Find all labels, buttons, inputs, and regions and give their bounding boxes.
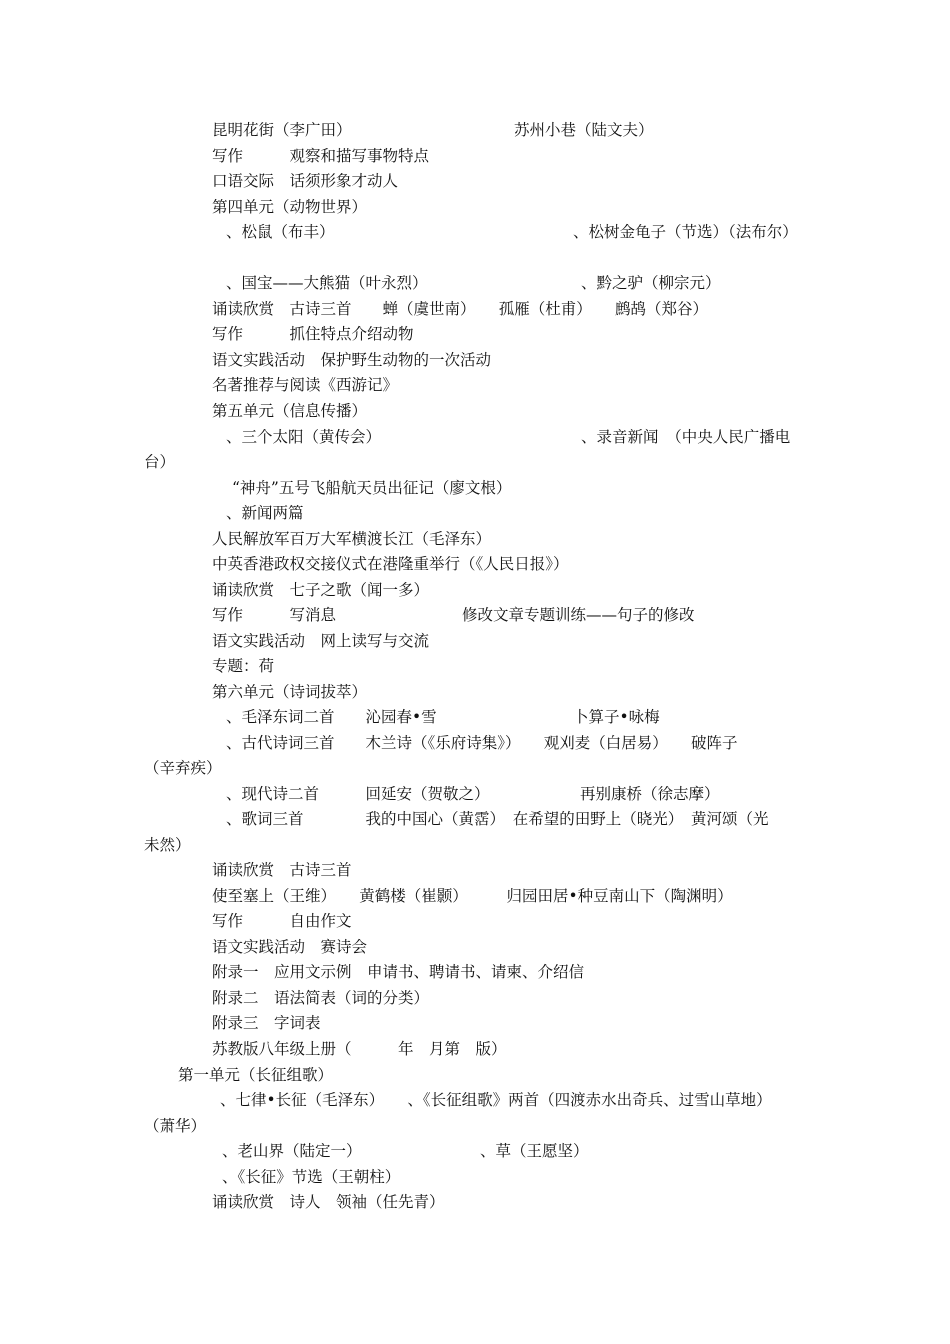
book-heading: 苏教版八年级上册（ 年 月第 版） [212,1040,507,1058]
text-line: 诵读欣赏 古诗三首 蝉（虞世南） 孤雁（杜甫） 鹧鸪（郑谷） [212,300,709,318]
text-line: 、《长征》节选（王朝柱） [222,1168,401,1186]
text-line: （辛弃疾） [144,759,222,777]
text-line: 、七律•长征（毛泽东） 、《长征组歌》两首（四渡赤水出奇兵、过雪山草地） [220,1091,772,1109]
text-line: 中英香港政权交接仪式在港隆重举行（《人民日报》） [212,555,569,573]
text-line: 口语交际 话须形象才动人 [212,172,399,190]
text-column-2: 再别康桥（徐志摩） [580,785,720,803]
text-line: 、松鼠（布丰） 、松树金龟子（节选）（法布尔） [226,223,798,241]
text-line: 诵读欣赏 七子之歌（闻一多） [212,581,430,599]
text-line: 、毛泽东词二首 沁园春•雪 卜算子•咏梅 [226,708,660,726]
text-line: “神舟”五号飞船航天员出征记（廖文根） [232,479,512,497]
text-line: （萧华） [144,1117,207,1135]
text-line: 附录三 字词表 [212,1014,321,1032]
text-line: 诵读欣赏 古诗三首 [212,861,352,879]
text-line: 语文实践活动 网上读写与交流 [212,632,430,650]
text-line: 、现代诗二首 回延安（贺敬之） 再别康桥（徐志摩） [226,785,720,803]
text-column-2: 、录音新闻 （中央人民广播电 [581,428,791,446]
text-line: 写作 观察和描写事物特点 [212,147,430,165]
text-line: 语文实践活动 赛诗会 [212,938,368,956]
text-line: 附录一 应用文示例 申请书、聘请书、请柬、介绍信 [212,963,585,981]
unit-heading: 第四单元（动物世界） [212,198,368,216]
unit-heading: 第一单元（长征组歌） [178,1066,334,1084]
text-line: 台） [144,453,176,471]
text-line: 使至塞上（王维） 黄鹤楼（崔颢） 归园田居•种豆南山下（陶渊明） [212,887,733,905]
text-line: 名著推荐与阅读《西游记》 [212,376,399,394]
text-column-2: 苏州小巷（陆文夫） [514,121,654,139]
text-line: 、老山界（陆定一） 、草（王愿坚） [222,1142,589,1160]
text-line: 、歌词三首 我的中国心（黄霑） 在希望的田野上（晓光） 黄河颂（光 [226,810,769,828]
text-line: 诵读欣赏 诗人 领袖（任先青） [212,1193,445,1211]
text-line: 写作 抓住特点介绍动物 [212,325,414,343]
text-line: 写作 自由作文 [212,912,352,930]
text-line: 、三个太阳（黄传会） 、录音新闻 （中央人民广播电 [226,428,791,446]
text-line: 语文实践活动 保护野生动物的一次活动 [212,351,492,369]
text-column-2: 卜算子•咏梅 [573,708,660,726]
text-line: 、国宝——大熊猫（叶永烈） 、黔之驴（柳宗元） [226,274,721,292]
text-line: 附录二 语法简表（词的分类） [212,989,430,1007]
text-column-2: 、松树金龟子（节选）（法布尔） [573,223,798,241]
text-column-2: 修改文章专题训练——句子的修改 [462,606,695,624]
unit-heading: 第六单元（诗词拔萃） [212,683,368,701]
unit-heading: 第五单元（信息传播） [212,402,368,420]
text-column-2: 、黔之驴（柳宗元） [581,274,721,292]
text-line: 人民解放军百万大军横渡长江（毛泽东） [212,530,492,548]
text-line: 、古代诗词三首 木兰诗（《乐府诗集》） 观刈麦（白居易） 破阵子 [226,734,738,752]
text-line: 昆明花街（李广田） 苏州小巷（陆文夫） [212,121,654,139]
text-line: 写作 写消息 修改文章专题训练——句子的修改 [212,606,695,624]
text-line: 未然） [144,836,191,854]
text-column-2: 、草（王愿坚） [480,1142,589,1160]
text-line: 专题：荷 [212,657,275,675]
text-line: 、新闻两篇 [226,504,304,522]
